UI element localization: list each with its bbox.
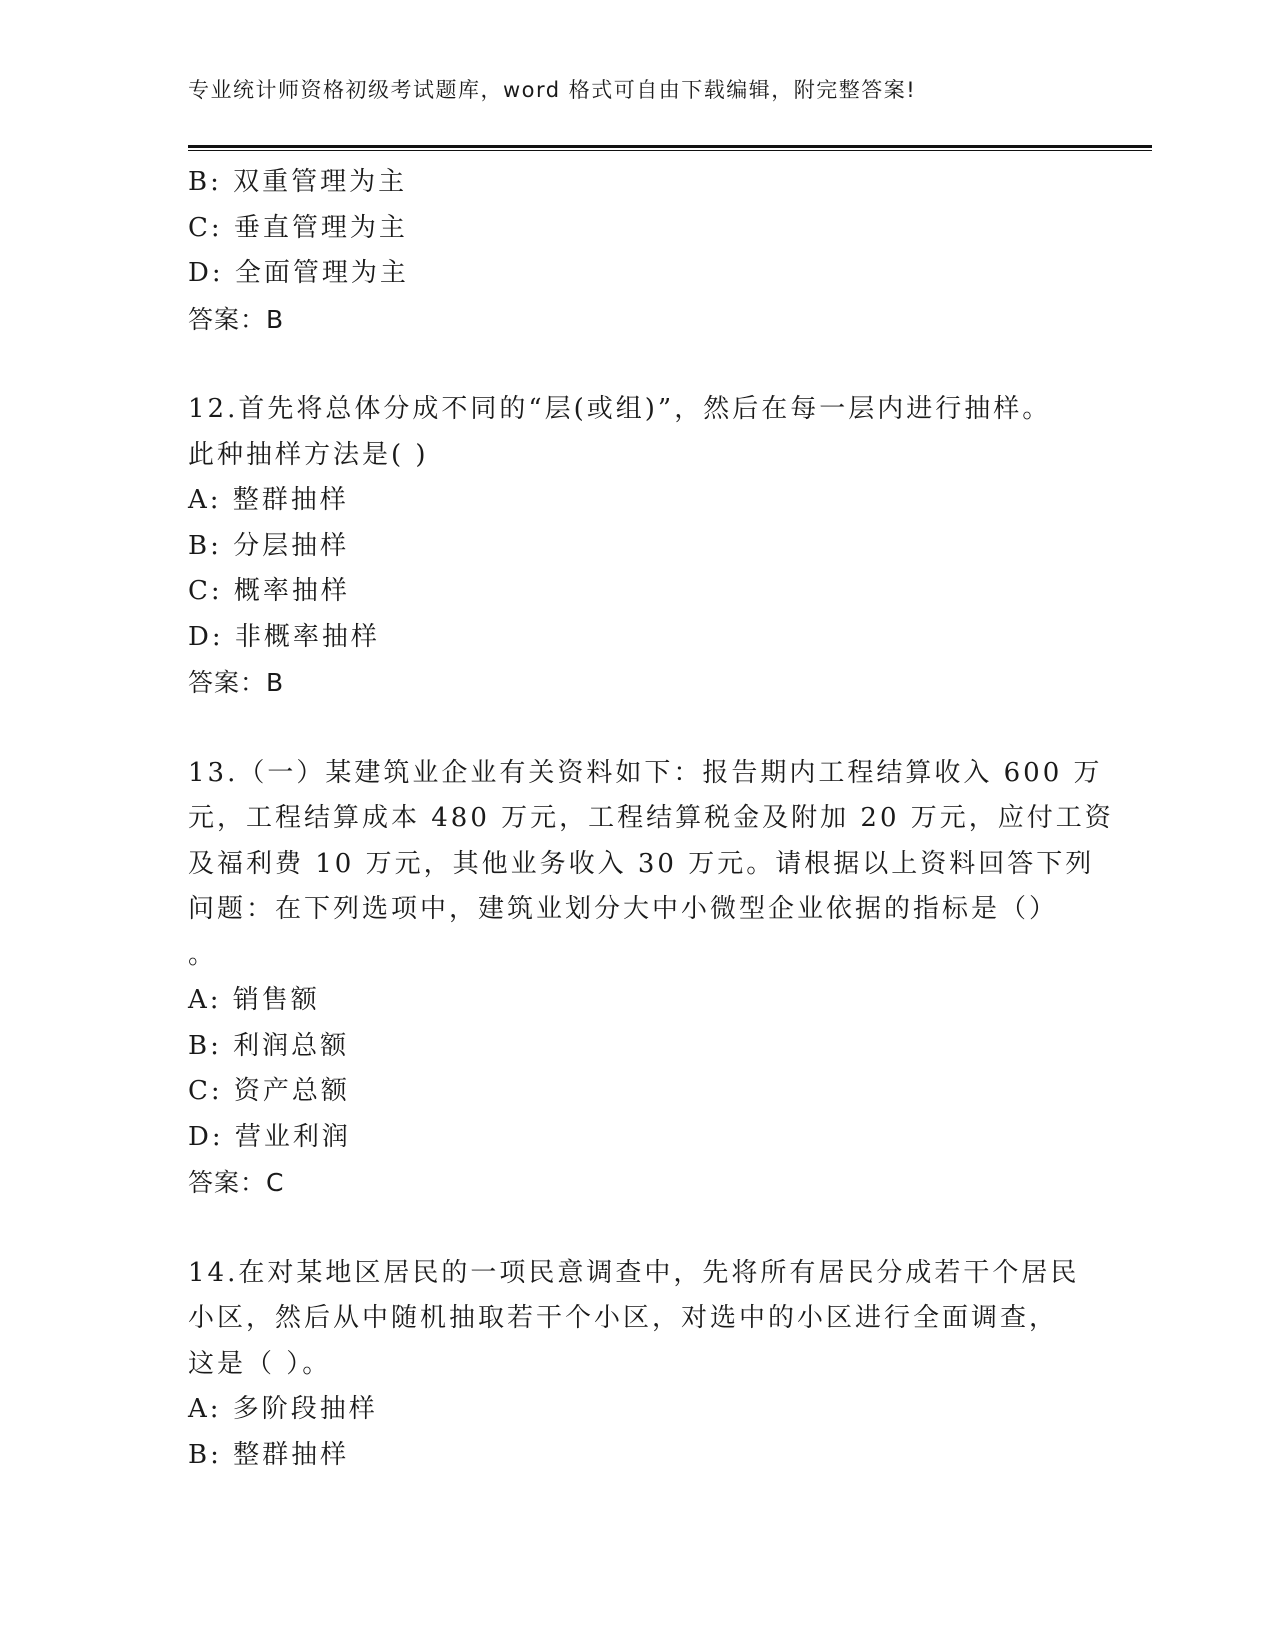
question-stem-line: 此种抽样方法是( )	[188, 439, 429, 470]
option-a: A: 整群抽样	[188, 485, 349, 515]
question-13	[188, 751, 1114, 1206]
header-rule-thin	[188, 150, 1152, 151]
question-stem-line: 12.首先将总体分成不同的“层(或组)”，然后在每一层内进行抽样。	[188, 394, 1052, 424]
option-c: C: 垂直管理为主	[188, 212, 408, 243]
question-stem-line: 13.（一）某建筑业企业有关资料如下：报告期内工程结算收入 600 万	[188, 757, 1103, 788]
question-stem-line: 及福利费 10 万元，其他业务收入 30 万元。请根据以上资料回答下列	[188, 848, 1095, 879]
question-12	[188, 387, 1088, 706]
answer-line: 答案：B	[188, 668, 285, 697]
question-stem-line: 14.在对某地区居民的一项民意调查中，先将所有居民分成若干个居民	[188, 1257, 1080, 1288]
spacer	[188, 1206, 1088, 1251]
question-stem-line: 元，工程结算成本 480 万元，工程结算税金及附加 20 万元，应付工资	[188, 803, 1114, 833]
answer-line: 答案：C	[188, 1168, 285, 1197]
option-b: B: 双重管理为主	[188, 167, 408, 197]
question-stem-line: 小区，然后从中随机抽取若干个小区，对选中的小区进行全面调查，	[188, 1303, 1059, 1333]
answer-line: 答案：B	[188, 304, 285, 334]
option-a: A: 销售额	[188, 985, 320, 1015]
spacer	[188, 706, 1088, 751]
option-b: B: 整群抽样	[188, 1439, 350, 1470]
question-14	[188, 1251, 1088, 1479]
question-stem-line: 这是（ ）。	[188, 1348, 332, 1379]
option-d: D: 全面管理为主	[188, 258, 409, 288]
option-d: D: 非概率抽样	[188, 621, 380, 652]
spacer	[188, 342, 1088, 387]
option-b: B: 分层抽样	[188, 530, 350, 561]
page-header: 专业统计师资格初级考试题库，word 格式可自由下载编辑，附完整答案!	[188, 78, 917, 102]
option-a: A: 多阶段抽样	[188, 1394, 378, 1424]
question-11-continuation	[188, 160, 1088, 342]
option-c: C: 概率抽样	[188, 576, 350, 606]
option-d: D: 营业利润	[188, 1121, 351, 1152]
document-body	[188, 160, 1114, 1478]
option-c: C: 资产总额	[188, 1076, 350, 1106]
option-b: B: 利润总额	[188, 1030, 350, 1061]
question-stem-line: 。	[188, 939, 218, 970]
question-stem-line: 问题：在下列选项中，建筑业划分大中小微型企业依据的指标是（）	[188, 894, 1059, 924]
header-rule-thick	[188, 145, 1152, 148]
